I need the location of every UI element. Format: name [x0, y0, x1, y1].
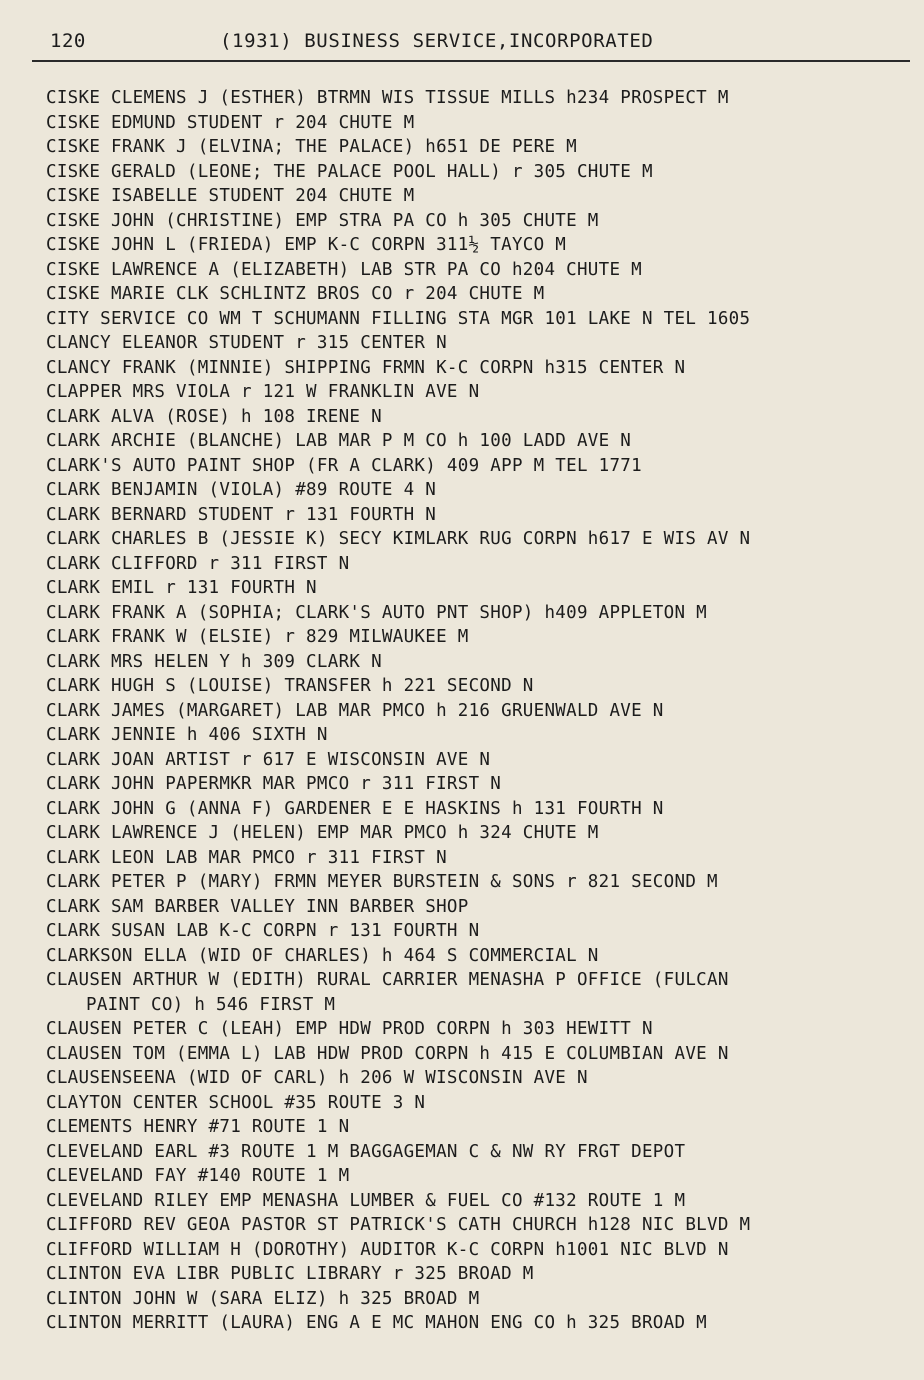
page-number: 120	[50, 30, 86, 52]
directory-entry: CLARK HUGH S (LOUISE) TRANSFER h 221 SECOND N	[46, 676, 534, 696]
directory-entry: CLARK JOHN PAPERMKR MAR PMCO r 311 FIRST N	[46, 774, 502, 794]
directory-entry: CLARK PETER P (MARY) FRMN MEYER BURSTEIN & SONS r 821 SECOND M	[46, 872, 718, 892]
directory-entry: CLAUSEN TOM (EMMA L) LAB HDW PROD CORPN h 415 E COLUMBIAN AVE N	[46, 1043, 729, 1064]
directory-entry: CLARK FRANK W (ELSIE) r 829 MILWAUKEE M	[46, 627, 469, 647]
directory-entry: CLARK MRS HELEN Y h 309 CLARK N	[46, 651, 382, 672]
directory-entry: CLARKSON ELLA (WID OF CHARLES) h 464 S COMMERCIAL N	[46, 945, 599, 966]
directory-entry: CLARK CLIFFORD r 311 FIRST N	[46, 553, 350, 574]
directory-entry: CISKE CLEMENS J (ESTHER) BTRMN WIS TISSUE MILLS h234 PROSPECT M	[46, 88, 729, 108]
directory-entry: CLARK BENJAMIN (VIOLA) #89 ROUTE 4 N	[46, 480, 437, 500]
directory-entry: CLEVELAND EARL #3 ROUTE 1 M BAGGAGEMAN C & NW RY FRGT DEPOT	[46, 1141, 686, 1162]
directory-entry: CISKE JOHN (CHRISTINE) EMP STRA PA CO h 305 CHUTE M	[46, 210, 599, 231]
directory-entry: CLAUSEN ARTHUR W (EDITH) RURAL CARRIER MENASHA P OFFICE (FULCAN	[46, 970, 729, 990]
directory-entry: CLARK JOHN G (ANNA F) GARDENER E E HASKINS h 131 FOURTH N	[46, 798, 664, 819]
directory-entry: CLARK LAWRENCE J (HELEN) EMP MAR PMCO h 324 CHUTE M	[46, 823, 599, 843]
directory-entry: CLARK CHARLES B (JESSIE K) SECY KIMLARK RUG CORPN h617 E WIS AV N	[46, 529, 751, 549]
directory-entry: CLEMENTS HENRY #71 ROUTE 1 N	[46, 1117, 350, 1137]
directory-entry: CLARK BERNARD STUDENT r 131 FOURTH N	[46, 504, 437, 525]
directory-entry: CLEVELAND RILEY EMP MENASHA LUMBER & FUEL CO #132 ROUTE 1 M	[46, 1190, 686, 1211]
header-rule	[32, 60, 910, 62]
directory-entry: CLIFFORD WILLIAM H (DOROTHY) AUDITOR K-C CORPN h1001 NIC BLVD N	[46, 1239, 729, 1260]
directory-entry: CLARK SAM BARBER VALLEY INN BARBER SHOP	[46, 896, 469, 917]
directory-entry: CLAUSEN PETER C (LEAH) EMP HDW PROD CORPN h 303 HEWITT N	[46, 1019, 653, 1039]
directory-entry: CISKE ISABELLE STUDENT 204 CHUTE M	[46, 186, 415, 206]
directory-entry: CLEVELAND FAY #140 ROUTE 1 M	[46, 1166, 350, 1186]
directory-entry: CLARK JAMES (MARGARET) LAB MAR PMCO h 216 GRUENWALD AVE N	[46, 700, 664, 721]
directory-entry: CLARK JOAN ARTIST r 617 E WISCONSIN AVE N	[46, 749, 491, 770]
directory-entry: CLIFFORD REV GEOA PASTOR ST PATRICK'S CATH CHURCH h128 NIC BLVD M	[46, 1215, 751, 1235]
directory-entry: CLARK ARCHIE (BLANCHE) LAB MAR P M CO h 100 LADD AVE N	[46, 431, 632, 451]
directory-entry: CLANCY FRANK (MINNIE) SHIPPING FRMN K-C CORPN h315 CENTER N	[46, 357, 686, 378]
running-title: (1931) BUSINESS SERVICE,INCORPORATED	[220, 30, 654, 52]
directory-entry: CITY SERVICE CO WM T SCHUMANN FILLING STA MGR 101 LAKE N TEL 1605	[46, 308, 751, 329]
directory-entry: CLARK LEON LAB MAR PMCO r 311 FIRST N	[46, 847, 447, 868]
directory-entry: CLARK SUSAN LAB K-C CORPN r 131 FOURTH N	[46, 921, 480, 941]
directory-entry: CLINTON EVA LIBR PUBLIC LIBRARY r 325 BROAD M	[46, 1264, 534, 1284]
directory-entry: CISKE EDMUND STUDENT r 204 CHUTE M	[46, 112, 415, 133]
directory-entry: CLARK JENNIE h 406 SIXTH N	[46, 725, 328, 745]
directory-entry: CLINTON JOHN W (SARA ELIZ) h 325 BROAD M	[46, 1288, 480, 1309]
directory-entry: CLINTON MERRITT (LAURA) ENG A E MC MAHON ENG CO h 325 BROAD M	[46, 1313, 707, 1333]
directory-entry: CLARK ALVA (ROSE) h 108 IRENE N	[46, 406, 382, 427]
directory-entry: PAINT CO) h 546 FIRST M	[86, 994, 336, 1015]
directory-entry: CLAPPER MRS VIOLA r 121 W FRANKLIN AVE N	[46, 382, 480, 402]
directory-entry: CISKE FRANK J (ELVINA; THE PALACE) h651 DE PERE M	[46, 137, 577, 157]
directory-entry: CISKE JOHN L (FRIEDA) EMP K-C CORPN 311½ TAYCO M	[46, 235, 567, 255]
page-header	[46, 30, 908, 54]
directory-entries	[46, 86, 908, 1336]
directory-entry: CLAUSENSEENA (WID OF CARL) h 206 W WISCONSIN AVE N	[46, 1068, 588, 1088]
directory-entry: CLARK FRANK A (SOPHIA; CLARK'S AUTO PNT SHOP) h409 APPLETON M	[46, 602, 707, 623]
directory-entry: CLANCY ELEANOR STUDENT r 315 CENTER N	[46, 333, 447, 353]
directory-entry: CLARK'S AUTO PAINT SHOP (FR A CLARK) 409 APP M TEL 1771	[46, 455, 642, 476]
directory-entry: CISKE GERALD (LEONE; THE PALACE POOL HALL) r 305 CHUTE M	[46, 161, 653, 182]
directory-entry: CISKE LAWRENCE A (ELIZABETH) LAB STR PA CO h204 CHUTE M	[46, 259, 642, 280]
directory-entry: CLARK EMIL r 131 FOURTH N	[46, 578, 317, 598]
directory-entry: CISKE MARIE CLK SCHLINTZ BROS CO r 204 CHUTE M	[46, 284, 545, 304]
directory-entry: CLAYTON CENTER SCHOOL #35 ROUTE 3 N	[46, 1092, 426, 1113]
